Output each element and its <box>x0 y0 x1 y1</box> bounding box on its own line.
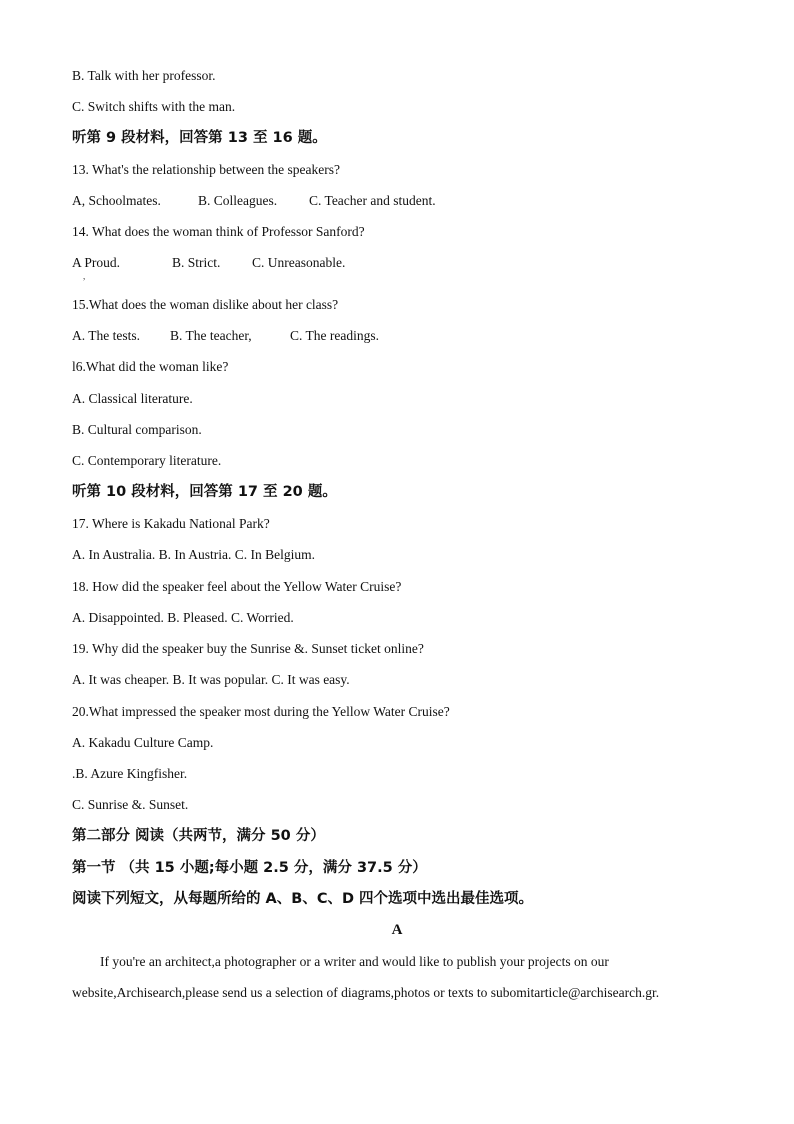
option-b: B. Strict. <box>172 255 221 270</box>
question-17: 17. Where is Kakadu National Park? <box>72 516 270 531</box>
question-20-option-c: C. Sunrise &. Sunset. <box>72 797 189 812</box>
question-13-options <box>72 192 436 210</box>
question-19-options: A. It was cheaper. B. It was popular. C. It was easy. <box>72 672 350 687</box>
option-b: B. The teacher, <box>170 328 252 343</box>
option-a: A. The tests. <box>72 328 140 343</box>
question-20: 20.What impressed the speaker most during the Yellow Water Cruise? <box>72 704 450 719</box>
question-18: 18. How did the speaker feel about the Yellow Water Cruise? <box>72 579 402 594</box>
section-heading-passage-9: 听第 9 段材料，回答第 13 至 16 题。 <box>72 130 327 146</box>
question-15-options <box>72 327 379 345</box>
question-16-option-b: B. Cultural comparison. <box>72 422 202 437</box>
question-19: 19. Why did the speaker buy the Sunrise &. Sunset ticket online? <box>72 641 424 656</box>
question-16-option-a: A. Classical literature. <box>72 391 193 406</box>
option-a: A Proud. <box>72 255 121 270</box>
question-20-option-a: A. Kakadu Culture Camp. <box>72 735 214 750</box>
question-20-option-b: .B. Azure Kingfisher. <box>72 766 188 781</box>
passage-paragraph-line-1: If you're an architect,a photographer or a writer and would like to publish your projects on our <box>100 954 609 969</box>
option-b-talk-professor: B. Talk with her professor. <box>72 68 216 83</box>
option-c: C. Teacher and student. <box>309 193 436 208</box>
question-13: 13. What's the relationship between the speakers? <box>72 162 340 177</box>
option-b: B. Colleagues. <box>198 193 278 208</box>
question-16: l6.What did the woman like? <box>72 359 229 374</box>
passage-title: A <box>391 922 403 938</box>
reading-instructions: 阅读下列短文，从每题所给的 A、B、C、D 四个选项中选出最佳选项。 <box>72 891 534 907</box>
question-16-option-c: C. Contemporary literature. <box>72 453 222 468</box>
question-14: 14. What does the woman think of Professor Sanford? <box>72 224 365 239</box>
question-15: 15.What does the woman dislike about her class? <box>72 297 339 312</box>
section-heading-passage-10: 听第 10 段材料，回答第 17 至 20 题。 <box>72 484 337 500</box>
passage-paragraph-line-2: website,Archisearch,please send us a selection of diagrams,photos or texts to subomitarticle@archisearch.gr. <box>72 985 660 1000</box>
question-14-options <box>72 254 345 272</box>
stray-mark: , <box>83 271 86 281</box>
option-c: C. Unreasonable. <box>252 255 346 270</box>
question-17-options: A. In Australia. B. In Austria. C. In Belgium. <box>72 547 315 562</box>
section-one-heading: 第一节 （共 15 小题;每小题 2.5 分，满分 37.5 分） <box>72 860 427 876</box>
question-18-options: A. Disappointed. B. Pleased. C. Worried. <box>72 610 294 625</box>
option-c: C. The readings. <box>290 328 379 343</box>
option-c-switch-shifts: C. Switch shifts with the man. <box>72 99 236 114</box>
part-two-heading: 第二部分 阅读（共两节，满分 50 分） <box>72 828 325 844</box>
option-a: A, Schoolmates. <box>72 193 161 208</box>
